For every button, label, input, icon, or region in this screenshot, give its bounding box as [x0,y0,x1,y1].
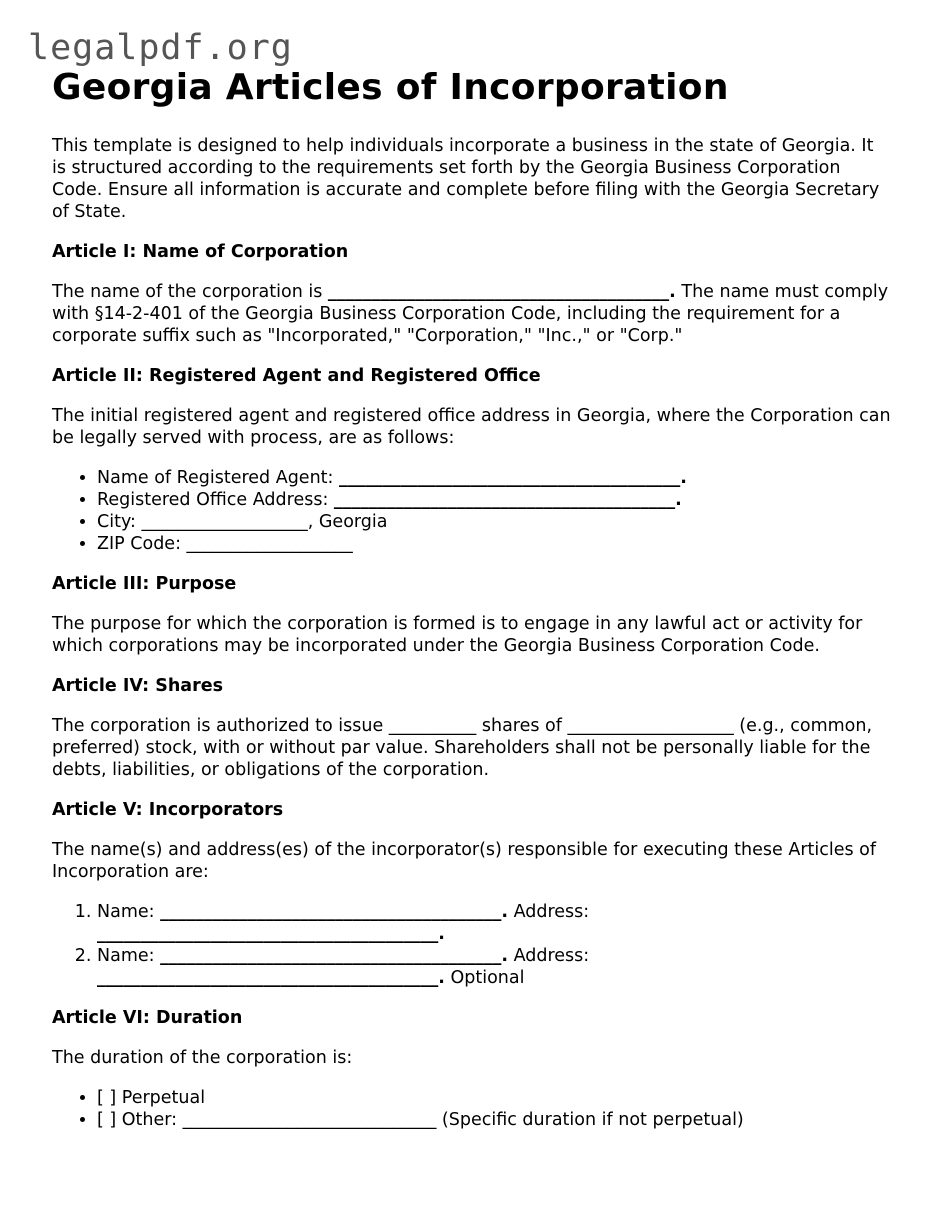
office-label: Registered Office Address: [97,490,334,510]
name-label: Name: [97,902,161,922]
document-title: Georgia Articles of Incorporation [52,67,729,108]
article-2-text: The initial registered agent and registered office address in Georgia, where the Corporation can be legally served with process, are as follows: [52,406,891,448]
watermark: legalpdf.org [28,28,293,68]
name-label: Name: [97,946,161,966]
article-1-heading: Article I: Name of Corporation [52,242,349,262]
city-item: • City: ___________________, Georgia [97,511,892,533]
intro-paragraph: This template is designed to help individuals incorporate a business in the state of Georgia. It is structured according to the requirements set forth by the Georgia Business Corporation Code. Ensure all information is accurate and complete before filing with the Georgia Secretary of State. [52,136,880,222]
article-5-text: The name(s) and address(es) of the incorporator(s) responsible for executing these Articles of Incorporation are: [52,840,877,882]
incorporators-list [52,901,892,989]
list-item [97,467,892,489]
list-item [97,945,892,989]
article-5-heading: Article V: Incorporators [52,800,284,820]
zip-item: • ZIP Code: ___________________ [97,533,892,555]
article-3-text: The purpose for which the corporation is formed is to engage in any lawful act or activity for which corporations may be incorporated under the Georgia Business Corporation Code. [52,614,863,656]
office-blank: _______________________________________. [333,490,682,510]
article-6-text: The duration of the corporation is: [52,1048,353,1068]
agent-blank: _______________________________________. [338,468,687,488]
article-4-text: The corporation is authorized to issue __________ shares of ___________________ (e.g., common, preferred) stock, with or without par value. Shareholders shall not be personally liable for the debts, liabilities, or obligations of the corporation. [52,716,873,780]
address-blank: _______________________________________. [97,924,445,944]
name-blank: _______________________________________. [160,946,508,966]
article-2-heading: Article II: Registered Agent and Registered Office [52,366,541,386]
address-label: Address: [508,902,590,922]
article-4-heading: Article IV: Shares [52,676,224,696]
article-6-heading: Article VI: Duration [52,1008,243,1028]
perpetual-option: • [ ] Perpetual [97,1087,892,1109]
list-item [97,901,892,945]
list-item [97,489,892,511]
corporation-name-blank: _______________________________________. [327,282,676,302]
article-1-text-after: The name must comply with §14-2-401 of the Georgia Business Corporation Code, including the requirement for a corporate suffix such as "Incorporated," "Corporation," "Inc.," or "Corp." [52,282,889,346]
document-page [52,66,892,1131]
registered-agent-list [52,467,892,555]
article-1-text [52,281,892,347]
name-blank: _______________________________________. [160,902,508,922]
optional-label: Optional [444,968,525,988]
agent-label: Name of Registered Agent: [97,468,339,488]
other-option: • [ ] Other: _____________________________ (Specific duration if not perpetual) [97,1109,892,1131]
article-1-text-before: The name of the corporation is [52,282,328,302]
duration-list [52,1087,892,1131]
address-label: Address: [508,946,590,966]
article-3-heading: Article III: Purpose [52,574,237,594]
address-blank: _______________________________________. [97,968,445,988]
